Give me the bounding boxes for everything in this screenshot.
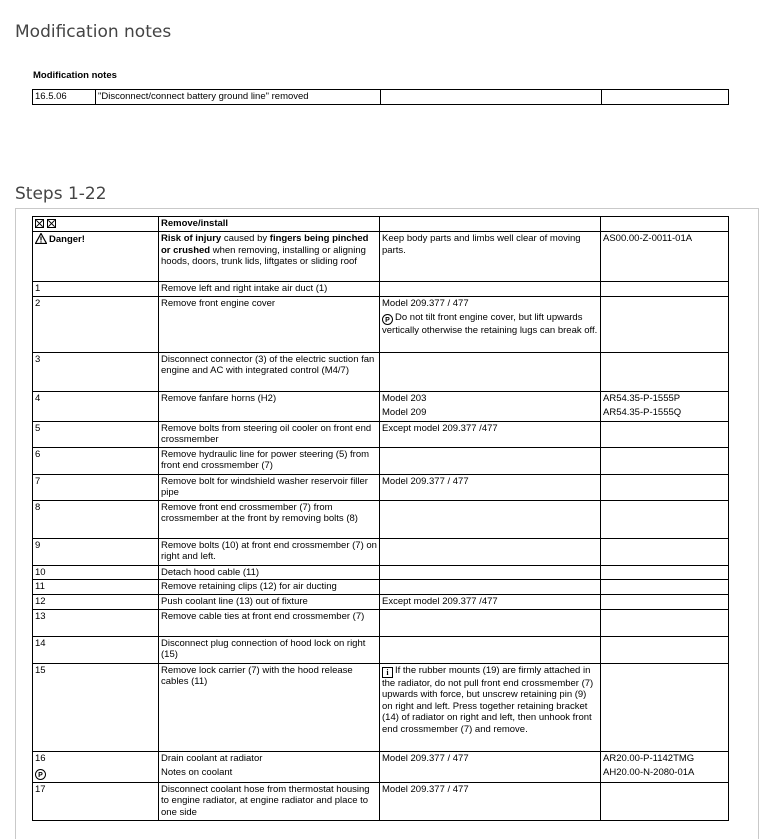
danger-label: Danger! (49, 234, 85, 245)
tool-icons-cell (33, 217, 159, 232)
empty-cell (601, 217, 729, 232)
empty-cell (601, 595, 729, 610)
empty-cell (602, 90, 729, 105)
table-row (33, 474, 729, 500)
table-row (33, 636, 729, 663)
table-row (33, 90, 729, 105)
step-condition: Model 209.377 / 477 (380, 782, 601, 820)
step-condition (380, 296, 601, 352)
step-action: Push coolant line (13) out of fixture (159, 595, 380, 610)
table-row (33, 609, 729, 636)
step-number: 4 (33, 391, 159, 421)
table-row (33, 352, 729, 391)
step-number: 17 (33, 782, 159, 820)
step-number: 16 (35, 752, 46, 764)
table-row (33, 391, 729, 421)
empty-cell (601, 447, 729, 474)
step-note: Do not tilt front engine cover, but lift upwards vertically otherwise the retaining lugs can break off. (382, 312, 598, 336)
empty-cell (380, 500, 601, 538)
info-icon: i (382, 667, 393, 678)
page-title-modification-notes: Modification notes (15, 22, 172, 42)
step-condition (380, 391, 601, 421)
empty-cell (601, 782, 729, 820)
mod-date: 16.5.06 (33, 90, 96, 105)
step-number: 11 (33, 580, 159, 595)
table-row (33, 580, 729, 595)
empty-cell (601, 282, 729, 297)
empty-cell (601, 609, 729, 636)
step-number: 3 (33, 352, 159, 391)
empty-cell (601, 580, 729, 595)
step-action: Remove lock carrier (7) with the hood release cables (11) (159, 663, 380, 751)
table-row (33, 565, 729, 580)
table-row-danger (33, 232, 729, 282)
step-action: Remove retaining clips (12) for air ducting (159, 580, 380, 595)
table-row (33, 782, 729, 820)
section-title-steps: Steps 1-22 (15, 184, 107, 204)
step-note-text: Notes on coolant (161, 767, 233, 778)
danger-measure: Keep body parts and limbs well clear of moving parts. (380, 232, 601, 282)
remove-tool-icon (35, 219, 44, 228)
step-number: 13 (33, 609, 159, 636)
note-icon: P (382, 314, 393, 325)
step-model: Model 203 (382, 392, 427, 404)
step-action: Disconnect plug connection of hood lock on right (15) (159, 636, 380, 663)
mod-text: "Disconnect/connect battery ground line" removed (96, 90, 381, 105)
empty-cell (601, 296, 729, 352)
step-action: Detach hood cable (11) (159, 565, 380, 580)
danger-cell (33, 232, 159, 282)
table-row (33, 595, 729, 610)
table-row (33, 282, 729, 297)
doc-ref: AR20.00-P-1142TMG (603, 752, 695, 764)
note-icon: P (35, 769, 46, 780)
step-number-cell (33, 751, 159, 782)
empty-cell (601, 663, 729, 751)
step-action-text: Drain coolant at radiator (161, 752, 263, 764)
doc-ref: AR54.35-P-1555P (603, 392, 681, 404)
modification-notes-table (32, 89, 729, 105)
empty-cell (381, 90, 602, 105)
step-condition (380, 663, 601, 751)
install-tool-icon (47, 219, 56, 228)
empty-cell (380, 538, 601, 565)
step-action: Remove bolts (10) at front end crossmember (7) on right and left. (159, 538, 380, 565)
empty-cell (601, 538, 729, 565)
table-row (33, 296, 729, 352)
warning-triangle-icon (35, 233, 47, 244)
header-title: Remove/install (159, 217, 380, 232)
step-number: 6 (33, 447, 159, 474)
empty-cell (601, 474, 729, 500)
empty-cell (380, 352, 601, 391)
step-action: Remove front engine cover (159, 296, 380, 352)
table-row (33, 663, 729, 751)
step-condition: Model 209.377 / 477 (380, 474, 601, 500)
step-action: Remove bolts from steering oil cooler on front end crossmember (159, 421, 380, 447)
step-action: Remove hydraulic line for power steering (5) from front end crossmember (7) (159, 447, 380, 474)
step-condition: Except model 209.377 /477 (380, 421, 601, 447)
modification-notes-label: Modification notes (33, 70, 117, 81)
empty-cell (601, 636, 729, 663)
step-number: 7 (33, 474, 159, 500)
step-action (159, 751, 380, 782)
step-action: Disconnect connector (3) of the electric suction fan engine and AC with integrated control (M4/7) (159, 352, 380, 391)
step-condition: Except model 209.377 /477 (380, 595, 601, 610)
step-number: 9 (33, 538, 159, 565)
step-note: If the rubber mounts (19) are firmly attached in the radiator, do not pull front end crossmember (7) upwards with force, but unscrew retaining pin (9) on right and left. Press together retaining bracket (14) of radiator on right and left, then unhook front end crossmember (7) and remove. (382, 664, 594, 735)
empty-cell (601, 565, 729, 580)
step-action: Remove front end crossmember (7) from crossmember at the front by removing bolts (8) (159, 500, 380, 538)
empty-cell (601, 421, 729, 447)
step-number: 14 (33, 636, 159, 663)
empty-cell (601, 352, 729, 391)
table-row (33, 751, 729, 782)
danger-ref: AS00.00-Z-0011-01A (601, 232, 729, 282)
step-action: Remove fanfare horns (H2) (159, 391, 380, 421)
empty-cell (601, 500, 729, 538)
step-action: Disconnect coolant hose from thermostat housing to engine radiator, at engine radiator and place to one side (159, 782, 380, 820)
table-row (33, 538, 729, 565)
table-row (33, 500, 729, 538)
empty-cell (380, 565, 601, 580)
table-header-row (33, 217, 729, 232)
doc-ref: AR54.35-P-1555Q (603, 407, 682, 418)
table-row (33, 447, 729, 474)
step-number: 2 (33, 296, 159, 352)
empty-cell (380, 282, 601, 297)
step-number: 8 (33, 500, 159, 538)
steps-panel (15, 208, 759, 839)
empty-cell (380, 580, 601, 595)
step-condition: Model 209.377 / 477 (380, 751, 601, 782)
doc-ref: AH20.00-N-2080-01A (603, 767, 695, 778)
step-action: Remove left and right intake air duct (1) (159, 282, 380, 297)
step-number: 12 (33, 595, 159, 610)
empty-cell (380, 447, 601, 474)
step-ref (601, 391, 729, 421)
danger-risk: Risk of injury caused by fingers being pinched or crushed when removing, installing or aligning hoods, doors, trunk lids, liftgates or sliding roof (159, 232, 380, 282)
step-number: 15 (33, 663, 159, 751)
empty-cell (380, 217, 601, 232)
step-action: Remove bolt for windshield washer reservoir filler pipe (159, 474, 380, 500)
step-number: 10 (33, 565, 159, 580)
table-row (33, 421, 729, 447)
empty-cell (380, 636, 601, 663)
step-number: 5 (33, 421, 159, 447)
step-number: 1 (33, 282, 159, 297)
empty-cell (380, 609, 601, 636)
step-ref (601, 751, 729, 782)
step-model: Model 209.377 / 477 (382, 297, 469, 309)
step-action: Remove cable ties at front end crossmember (7) (159, 609, 380, 636)
step-model: Model 209 (382, 407, 427, 418)
steps-table (32, 216, 729, 821)
